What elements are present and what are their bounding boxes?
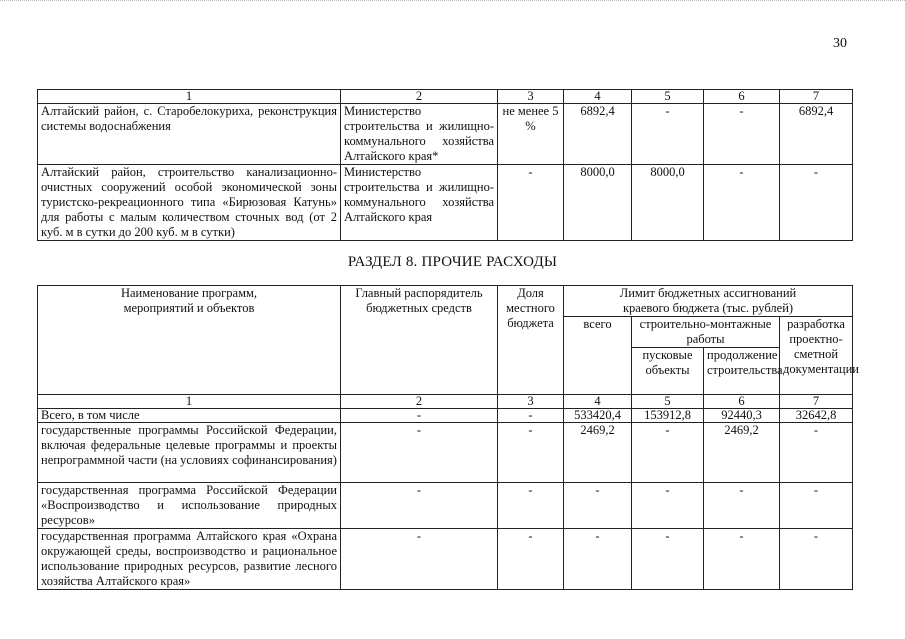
distributor: -: [341, 423, 498, 483]
col-number: 6: [704, 395, 780, 409]
distributor: Министерство строительства и жилищно-коммунального хозяйства Алтайского края*: [341, 104, 498, 165]
launch-value: 153912,8: [632, 409, 704, 423]
page-number: 30: [833, 36, 847, 51]
table-row: [38, 483, 853, 529]
object-name: Алтайский район, строительство канализационно-очистных сооружений особой экономической зоны туристско-рекреационного типа «Бирюзовая Катунь» для работы с малым количеством сточных вод (от 2 куб. м в сутки до 200 куб. м в сутки): [38, 165, 341, 241]
design-value: 6892,4: [780, 104, 853, 165]
other-expenses-table: [37, 285, 859, 590]
table-row: [38, 104, 853, 165]
col-number: 4: [564, 395, 632, 409]
total-value: 6892,4: [564, 104, 632, 165]
ongoing-value: 2469,2: [704, 423, 780, 483]
design-value: -: [780, 165, 853, 241]
header-limit: Лимит бюджетных ассигнований краевого бюджета (тыс. рублей): [564, 286, 853, 317]
local-share: не менее 5 %: [498, 104, 564, 165]
launch-value: 8000,0: [632, 165, 704, 241]
header-construction: строительно-монтажные работы: [632, 317, 780, 348]
table-row: [38, 529, 853, 590]
column-number-row: [38, 90, 853, 104]
col-number: 2: [341, 395, 498, 409]
col-number: 5: [632, 395, 704, 409]
distributor: -: [341, 529, 498, 590]
launch-value: -: [632, 423, 704, 483]
local-share: -: [498, 165, 564, 241]
design-value: -: [780, 529, 853, 590]
total-value: 8000,0: [564, 165, 632, 241]
object-name: Всего, в том числе: [38, 409, 341, 423]
distributor: -: [341, 409, 498, 423]
ongoing-value: -: [704, 104, 780, 165]
design-value: 32642,8: [780, 409, 853, 423]
section-title: РАЗДЕЛ 8. ПРОЧИЕ РАСХОДЫ: [347, 254, 558, 270]
total-value: -: [564, 483, 632, 529]
col-number: 3: [498, 90, 564, 104]
ongoing-value: 92440,3: [704, 409, 780, 423]
col-number: 1: [38, 395, 341, 409]
local-share: -: [498, 483, 564, 529]
object-name: государственные программы Российской Федерации, включая федеральные целевые программы и проекты непрограммной части (на условиях софинансирования): [38, 423, 341, 483]
col-number: 6: [704, 90, 780, 104]
table-row: [38, 165, 853, 241]
launch-value: -: [632, 529, 704, 590]
object-name: государственная программа Алтайского края «Охрана окружающей среды, воспроизводство и рациональное использование природных ресурсов, развитие лесного хозяйства Алтайского края»: [38, 529, 341, 590]
ongoing-value: -: [704, 165, 780, 241]
table-row: [38, 409, 853, 423]
local-share: -: [498, 423, 564, 483]
col-number: 4: [564, 90, 632, 104]
col-number: 7: [780, 395, 853, 409]
table-row: [38, 423, 853, 483]
header-total: всего: [564, 317, 632, 395]
col-number: 7: [780, 90, 853, 104]
distributor: -: [341, 483, 498, 529]
col-number: 3: [498, 395, 564, 409]
scan-edge: [0, 0, 905, 5]
launch-value: -: [632, 104, 704, 165]
header-design: разработка проектно-сметной документации: [780, 317, 853, 395]
local-share: -: [498, 529, 564, 590]
column-number-row: [38, 395, 853, 409]
col-number: 5: [632, 90, 704, 104]
object-name: Алтайский район, с. Старобелокуриха, реконструкция системы водоснабжения: [38, 104, 341, 165]
col-number: 2: [341, 90, 498, 104]
total-value: -: [564, 529, 632, 590]
ongoing-value: -: [704, 529, 780, 590]
distributor: Министерство строительства и жилищно-коммунального хозяйства Алтайского края: [341, 165, 498, 241]
header-name: Наименование программ, мероприятий и объектов: [38, 286, 341, 395]
header-share: Доля местного бюджета: [498, 286, 564, 395]
header-launch: пусковые объекты: [632, 348, 704, 395]
continuation-table: [37, 89, 853, 241]
launch-value: -: [632, 483, 704, 529]
design-value: -: [780, 483, 853, 529]
header-row: [38, 286, 853, 317]
local-share: -: [498, 409, 564, 423]
total-value: 2469,2: [564, 423, 632, 483]
object-name: государственная программа Российской Федерации «Воспроизводство и использование природных ресурсов»: [38, 483, 341, 529]
header-distributor: Главный распорядитель бюджетных средств: [341, 286, 498, 395]
ongoing-value: -: [704, 483, 780, 529]
col-number: 1: [38, 90, 341, 104]
design-value: -: [780, 423, 853, 483]
header-ongoing: продолжение строительства: [704, 348, 780, 395]
total-value: 533420,4: [564, 409, 632, 423]
